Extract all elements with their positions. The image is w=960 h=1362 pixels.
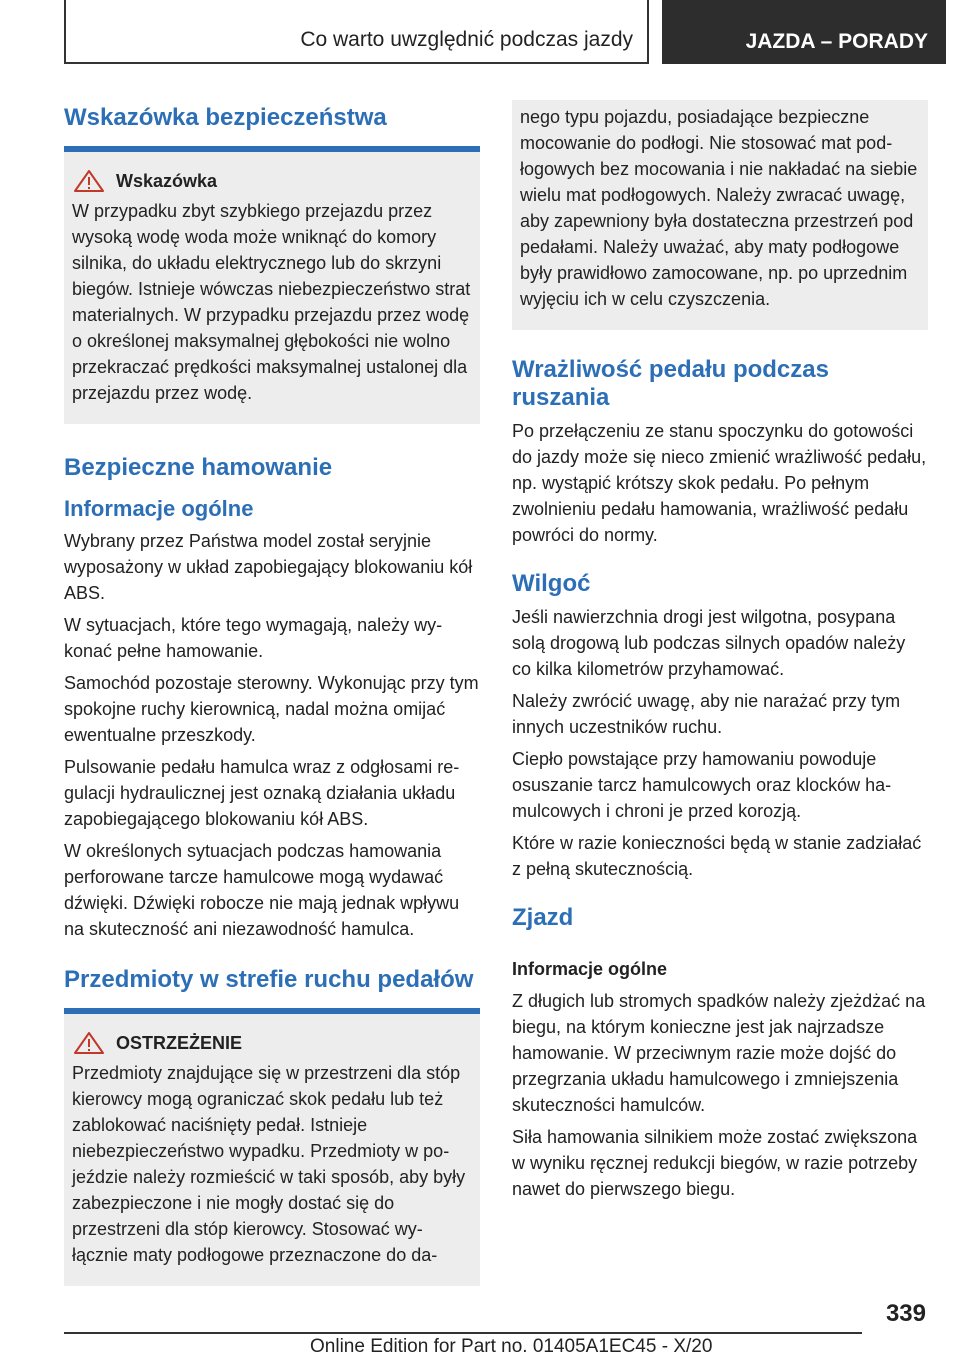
warning-triangle-icon	[72, 1031, 106, 1055]
paragraph: Które w razie konieczności będą w stanie zadziałać z pełną skutecznością.	[512, 833, 922, 879]
warning-box-continued	[512, 100, 928, 330]
paragraph: Samochód pozostaje sterowny. Wykonując przy tym spokojne ruchy kierownicą, nadal można omijać ewentualne przeszkody.	[64, 673, 479, 745]
moisture-paragraphs	[512, 604, 928, 882]
footer-edition: Online Edition for Part no. 01405A1EC45 - X/20	[310, 1336, 713, 1357]
pedal-text: Po przełączeniu ze stanu spoczynku do gotowości do jazdy może się nieco zmienić wrażliwość pedału, np. wystąpić krótszy skok pedału. Po pełnym zwolnieniu pedału hamowania, wrażliwość pedału powróci do normy.	[512, 421, 927, 545]
section-tag: JAZDA – PORADY	[662, 0, 946, 64]
heading-pedal-sensitivity: Wrażliwość pedału podczas ruszania	[512, 356, 829, 411]
warning-text-continued: nego typu pojazdu, posiadające bezpieczne mocowanie do podłogi. Nie stosować mat podłogowych bez mocowania i nie nakładać na siebie wielu mat podłogowych. Należy zwracać uwagę, aby zapewniony była dostateczna przestrzeń pod pedałami. Należy uważać, aby maty podłogowe były prawidłowo zamocowane, np. po uprzednim wyjęciu ich w celu czyszczenia.	[520, 107, 918, 309]
paragraph: W określonych sytuacjach podczas hamowania perforowane tarcze hamulcowe mogą wydawać dźwięki. Dźwięki robocze nie mają jednak wpływu na skuteczność ani niezawodność hamulca.	[64, 841, 460, 939]
chapter-title: Co warto uwzględnić podczas jazdy	[300, 28, 633, 51]
warning-triangle-icon	[72, 169, 106, 193]
heading-safe-braking: Bezpieczne hamowanie	[64, 454, 333, 481]
page-number: 339	[885, 1300, 926, 1327]
paragraph: Jeśli nawierzchnia drogi jest wilgotna, posypana solą drogową lub podczas silnych opadów należy co kilka kilometrów przyhamować.	[512, 607, 906, 679]
warning-label: OSTRZEŻENIE	[116, 1033, 243, 1053]
note-box	[64, 152, 480, 424]
descent-paragraphs	[512, 988, 928, 1202]
left-column	[64, 100, 480, 1286]
note-text: W przypadku zbyt szybkiego przejazdu przez wysoką wodę woda może wniknąć do komory silnika, do układu elektrycznego lub do skrzyni biegów. Istnieje wówczas niebezpieczeństwo strat materialnych. W przypadku przejazdu przez wodę o określonej maksymalnej głębokości nie wolno przekraczać prędkości maksymalnej ustalonej dla przejazdu przez wodę.	[72, 201, 471, 403]
heading-general-info: Informacje ogólne	[64, 496, 254, 521]
right-column	[512, 100, 928, 1208]
paragraph: Należy zwrócić uwagę, aby nie narażać przy tym innych uczestników ruchu.	[512, 691, 901, 737]
heading-safety-note: Wskazówka bezpieczeństwa	[64, 104, 387, 131]
note-head	[72, 168, 472, 194]
braking-paragraphs	[64, 528, 480, 942]
heading-descent: Zjazd	[512, 904, 574, 931]
footer-rule	[64, 1332, 862, 1334]
paragraph: Pulsowanie pedału hamulca wraz z odgłosami regulacji hydraulicznej jest oznaką działania układu zapobiegającego blokowaniu kół ABS.	[64, 757, 460, 829]
warning-head	[72, 1030, 472, 1056]
paragraph: W sytuacjach, które tego wymagają, należy wykonać pełne hamowanie.	[64, 615, 443, 661]
paragraph: Ciepło powstające przy hamowaniu powoduje osuszanie tarcz hamulcowych oraz klocków hamulcowych i chroni je przed korozją.	[512, 749, 892, 821]
warning-text: Przedmioty znajdujące się w przestrzeni dla stóp kierowcy mogą ograniczać skok pedału lub też zablokować naciśnięty pedał. Istnieje niebezpieczeństwo wypadku. Przedmioty w pojeździe należy rozmieścić w taki sposób, aby były zabezpieczone i nie mogły dostać się do przestrzeni dla stóp kierowcy. Stosować wyłącznie maty podłogowe przeznaczone do da-	[72, 1063, 466, 1265]
heading-pedal-objects: Przedmioty w strefie ruchu pedałów	[64, 966, 474, 993]
warning-box	[64, 1014, 480, 1286]
header-box	[64, 0, 649, 64]
paragraph: Siła hamowania silnikiem może zostać zwiększona w wyniku ręcznej redukcji biegów, w razie potrzeby nawet do pierwszego biegu.	[512, 1127, 918, 1199]
descent-subheading: Informacje ogólne	[512, 959, 668, 979]
paragraph: Z długich lub stromych spadków należy zjeżdżać na biegu, na którym konieczne jest jak najrzadsze hamowanie. W przeciwnym razie może dojść do przegrzania układu hamulcowego i zmniejszenia skuteczności hamulców.	[512, 991, 926, 1115]
heading-moisture: Wilgoć	[512, 570, 591, 597]
note-label: Wskazówka	[116, 171, 218, 191]
paragraph: Wybrany przez Państwa model został seryjnie wyposażony w układ zapobiegający blokowaniu kół ABS.	[64, 531, 473, 603]
